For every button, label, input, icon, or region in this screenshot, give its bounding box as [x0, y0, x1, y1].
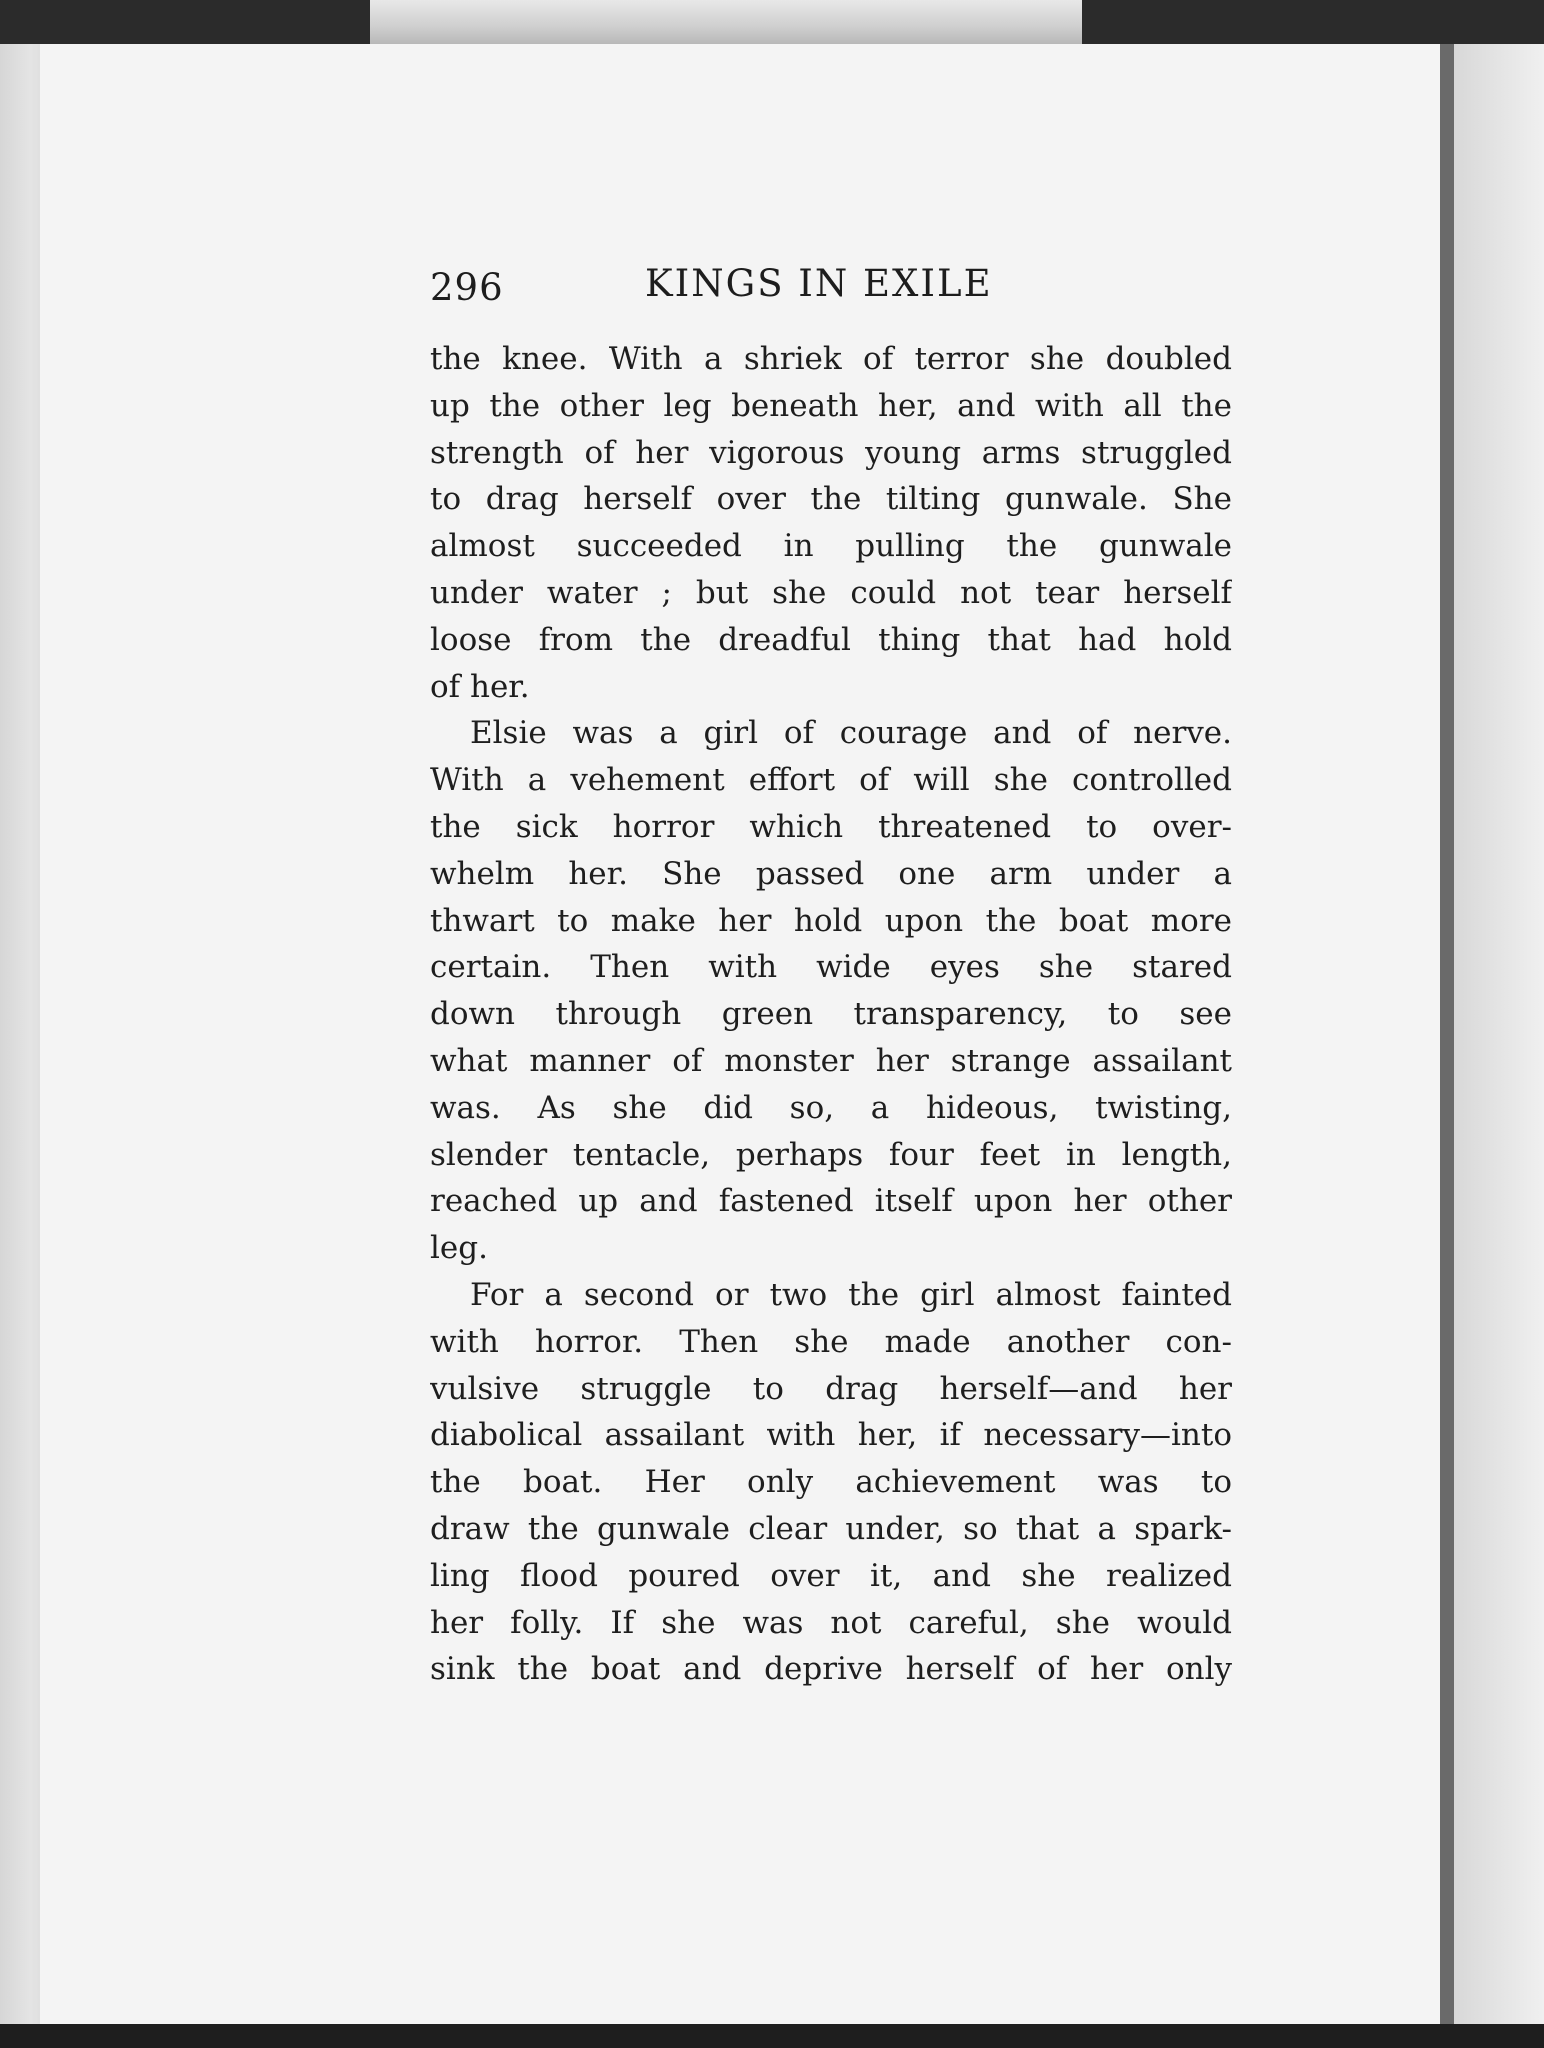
- text-line: With a vehement effort of will she controlled: [430, 762, 1232, 799]
- text-line: certain. Then with wide eyes she stared: [430, 949, 1232, 986]
- text-line: almost succeeded in pulling the gunwale: [430, 528, 1232, 565]
- text-line: the sick horror which threatened to over-: [430, 808, 1232, 845]
- text-line: what manner of monster her strange assailant: [430, 1042, 1232, 1079]
- text-line: the knee. With a shriek of terror she doubled: [430, 341, 1232, 377]
- running-title: KINGS IN EXILE: [645, 262, 993, 305]
- text-line: the boat. Her only achievement was to: [430, 1464, 1232, 1501]
- text-line: down through green transparency, to see: [430, 996, 1232, 1033]
- text-line: under water ; but she could not tear herself: [430, 574, 1232, 611]
- text-line: loose from the dreadful thing that had hold: [430, 621, 1232, 658]
- running-header: [430, 262, 1235, 318]
- text-line: leg.: [430, 1230, 488, 1267]
- page-edge-shadow: [1440, 44, 1454, 2024]
- text-line: vulsive struggle to drag herself—and her: [430, 1370, 1232, 1407]
- text-line: was. As she did so, a hideous, twisting,: [430, 1089, 1232, 1126]
- scanner-top-strip: [370, 0, 1082, 44]
- right-cover-board: [1454, 44, 1544, 2024]
- body-text: [430, 336, 1232, 1693]
- text-line: strength of her vigorous young arms struggled: [430, 434, 1232, 471]
- text-line: draw the gunwale clear under, so that a spark-: [430, 1510, 1232, 1547]
- text-line: For a second or two the girl almost fainted: [470, 1276, 1232, 1313]
- text-line: ling flood poured over it, and she realized: [430, 1557, 1232, 1594]
- text-line: of her.: [430, 668, 530, 705]
- text-line: with horror. Then she made another con-: [430, 1323, 1232, 1360]
- page-number: 296: [430, 266, 504, 309]
- text-line: slender tentacle, perhaps four feet in length,: [430, 1136, 1232, 1173]
- scanner-bottom-strip: [0, 2024, 1544, 2048]
- text-line: Elsie was a girl of courage and of nerve.: [470, 715, 1232, 752]
- text-line: her folly. If she was not careful, she would: [430, 1604, 1232, 1641]
- text-line: thwart to make her hold upon the boat more: [430, 902, 1232, 939]
- text-line: up the other leg beneath her, and with all the: [430, 387, 1232, 424]
- text-line: diabolical assailant with her, if necessary—into: [430, 1417, 1232, 1454]
- text-line: reached up and fastened itself upon her other: [430, 1183, 1232, 1220]
- text-line: whelm her. She passed one arm under a: [430, 855, 1232, 892]
- text-line: sink the boat and deprive herself of her only: [430, 1651, 1232, 1688]
- text-line: to drag herself over the tilting gunwale. She: [430, 481, 1232, 518]
